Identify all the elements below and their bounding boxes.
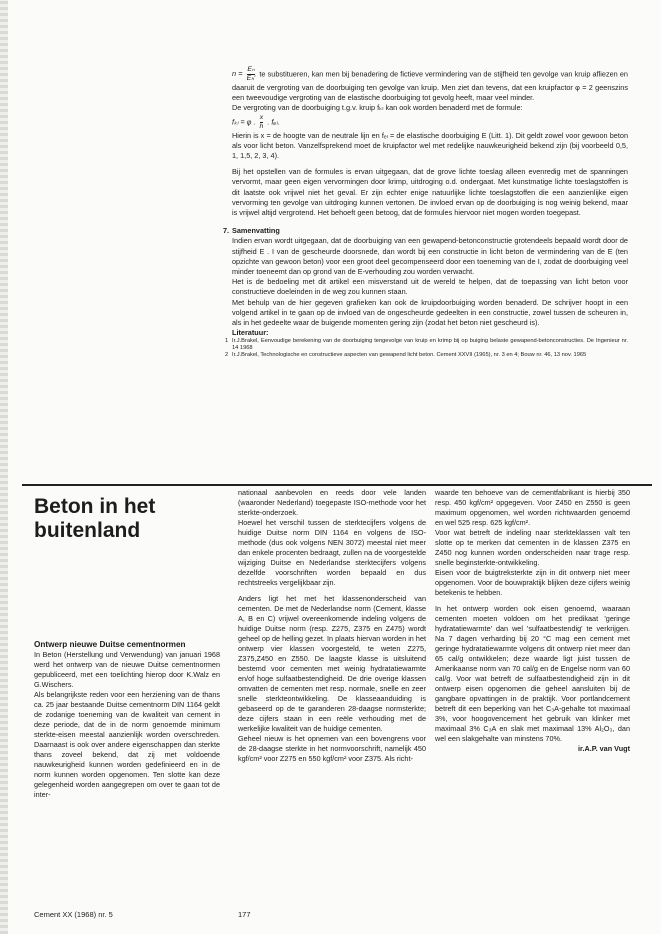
section-divider <box>22 484 652 486</box>
reference-text: Ir.J.Brakel, Technologische en constructieve aspecten van gewapend licht beton. Cement XXVII (1965), nr. 3 en 4; Bouw nr. 46, 13 nov. 1965 <box>232 352 587 359</box>
paragraph: Het is de bedoeling met dit artikel een misverstand uit de wereld te helpen, dat de toepassing van licht beton voor constructieve doeleinden in de weg zou kunnen staan. <box>232 277 628 297</box>
paragraph: waarde ten behoeve van de cementfabrikant is hierbij 350 resp. 450 kgf/cm² opgegeven. Voor Z450 en Z550 is geen maximum opgenomen, wel worden richtwaarden genoemd en wel 525 resp. 625 kgf/cm². Voor wat betreft de indeling naar sterkteklassen valt ten slotte op te merken dat cementen in de klassen Z375 en Z450 nog kunnen worden onderscheiden naar trage resp. snelle beginsterkte-ontwikkeling. Eisen voor de buigtreksterkte zijn in dit ontwerp niet meer opgenomen. Voor de bouwpraktijk blijken deze cijfers weinig betekenis te hebben. <box>435 488 630 597</box>
article-continuation <box>223 66 628 359</box>
paragraph: Met behulp van de hier gegeven grafieken kan ook de kruipdoorbuiging worden benaderd. De schrijver hoopt in een volgend artikel in te gaan op de invloed van de ongescheurde gedeelten in een constructie, zowel tussen de scheuren in, als in het gedeelte waar de buigende momenten gering zijn (zodat het beton niet gescheurd is). <box>232 297 628 328</box>
paragraph: In het ontwerp worden ook eisen genoemd, waaraan cementen moeten voldoen om het predikaat 'geringe hydratatiewarmte' dan wel 'sulfaatbestendig' te verkrijgen. Na 7 dagen verharding bij 20 °C mag een cement met geringe hydratatiewarmte volgens dit ontwerp niet meer dan 65 cal/g ontwikkelen; deze waarde ligt juist tussen de Amerikaanse norm van 70 cal/g en de Engelse norm van 60 cal/g. Voor wat betreft de sulfaatbestendigheid zijn in dit ontwerp eisen opgenomen die geheel aansluiten bij de gangbare opvattingen in de praktijk. Voor portlandcement betreft dit een beperking van het C₃A-gehalte tot maximaal 3%, voor hoogovencement het gebruik van klinker met maximaal 3% C₃A en slak met maximaal 13% Al₂O₃, dan wel een slakgehalte van minstens 70%. <box>435 604 630 743</box>
page-edge <box>0 0 8 934</box>
paragraph: Indien ervan wordt uitgegaan, dat de doorbuiging van een gewapend-betonconstructie grotendeels bepaald wordt door de stijfheid E . I van de gescheurde doorsnede, dan wordt bij een constructie in licht beton de vermindering van de E (ten opzichte van gewoon beton) voor een groot deel gecompenseerd door een toeneming van de I, zodat de doorbuiging veel minder toeneemt dan op grond van de E-verhouding zou worden verwacht. <box>232 236 628 277</box>
page-number: 177 <box>238 910 251 919</box>
references-heading: Literatuur: <box>232 328 269 338</box>
formula-fkl <box>232 114 628 131</box>
paragraph-text: te substitueren, kan men bij benadering de fictieve vermindering van de stijfheid ten gevolge van kruip afliezen en daaruit de vergroting van de doorbuiging ten gevolge van kruip. Men ziet dan tevens, dat een kruipfactor φ = 2 geenszins een tweevoudige vergroting van de elastische doorbuiging tot gevolg heeft, maar veel minder. <box>232 69 628 103</box>
section-number: 7. <box>223 226 230 236</box>
column-2 <box>238 488 426 764</box>
formula-text: fₖₗ = φ . <box>232 117 256 127</box>
section-heading <box>223 226 628 236</box>
paragraph: Anders ligt het met het klassenonderscheid van cementen. De met de Nederlandse norm (Cement, klasse A, B en C) vrijwel overeenkomende indeling volgens de huidige Duitse norm (resp. Z275, Z375 en Z475) wordt geheel op de helling gezet. In plaats hiervan worden in het ontwerp vier klassen voorgesteld, te weten Z275, Z375,Z450 en Z550. De laagste klasse is uitsluitend bestemd voor cementen met weinig hydratatiewarmte en/of hoge sulfaatbestendigheid. De drie overige klassen omvatten de cementen met resp. normale, snelle en zeer snelle sterkteontwikkeling. De klasseaanduiding is gebaseerd op de te garanderen 28-daagse normsterkte; deze cijfers staan in een reële verhouding met de werkelijke kwaliteit van de huidige cementen. Geheel nieuw is het opnemen van een bovengrens voor de 28-daagse sterkte in het normvoorschrift, namelijk 450 kgf/cm² voor Z275 en 550 kgf/cm² voor Z375. Als richt- <box>238 594 426 763</box>
formula-n <box>232 66 259 82</box>
paragraph: De vergroting van de doorbuiging t.g.v. kruip fₖₗ kan ook worden benaderd met de formule: <box>232 103 523 113</box>
fraction-numerator: x <box>259 113 264 121</box>
reference-item <box>225 352 628 359</box>
paragraph: Bij het opstellen van de formules is ervan uitgegaan, dat de grove lichte toeslag alleen evenredig met de spanningen vervormt, maar geen eigen vervormingen door krimp, uitdroging o.d. ondergaat. Met kunstmatige lichte toeslagstoffen is dit laatste ook vrijwel niet het geval. Er zijn echter enige natuurlijke lichte toeslagstoffen die een aanzienlijke eigen vervorming ten gevolge van uitdroging kunnen vertonen. De invloed ervan op de doorbuiging is nog weinig bekend, maar is vrijwel altijd vergrotend. Het behoeft geen betoog, dat de formules hiervoor niet mogen worden toegepast. <box>232 167 628 218</box>
author-name: ir.A.P. van Vugt <box>578 744 630 753</box>
paragraph: Hierin is x = de hoogte van de neutrale lijn en fₑₗ = de elastische doorbuiging E (Litt. 1). Dit geldt zowel voor gewoon beton als voor licht beton. Vanzelfsprekend moet de kruipfactor wel met redelijke nauwkeurigheid bekend zijn (bij voorbeeld 0,5, 1, 1,5, 2, 3, 4). <box>232 130 628 161</box>
formula-text: . fₑₗ. <box>267 117 280 127</box>
reference-item <box>225 338 628 352</box>
paragraph: nationaal aanbevolen en reeds door vele landen (waaronder Nederland) toegepaste ISO-methode voor het sterkte-onderzoek. Hoewel het verschil tussen de sterktecijfers volgens de huidige Duitse norm DIN 1164 en volgens de ISO-methode (dus ook volgens NEN 3072) meestal niet meer dan enkele procenten bedraagt, zullen na de voorgestelde wijziging Duitse en Nederlandse sterktecijfers volgens dezelfde voorschriften worden bepaald en dus rechtstreeks vergelijkbaar zijn. <box>238 488 426 587</box>
paragraph <box>232 66 628 103</box>
reference-number: 2 <box>225 352 229 359</box>
section-title: Samenvatting <box>232 226 280 236</box>
journal-footer: Cement XX (1968) nr. 5 <box>34 910 113 919</box>
fraction <box>260 114 264 131</box>
formula-text: n = <box>232 69 243 79</box>
fraction-numerator: Eₙ <box>247 66 255 73</box>
reference-number: 1 <box>225 338 229 345</box>
article-subheading: Ontwerp nieuwe Duitse cementnormen <box>34 640 186 649</box>
paragraph: In Beton (Herstellung und Verwendung) van januari 1968 werd het ontwerp van de nieuwe Duitse cementnormen gepubliceerd, met een toelichting hierop door K.Walz en G.Wischers. Als belangrijkste reden voor een herziening van de thans ca. 25 jaar bestaande Duitse cementnorm DIN 1164 geldt de zodanige toeneming van de kwaliteit van cement in deze periode, dat de in de norm genoemde minimum sterkte-eisen meestal aanzienlijk worden overschreden. Daarnaast is ook over andere eigenschappen dan sterkte thans zoveel bekend, dat zij met voldoende nauwkeurigheid kunnen worden gedefinieerd en in de norm kunnen worden opgenomen. Ten slotte kan deze gelegenheid worden aangegrepen om over te gaan tot de inter- <box>34 650 220 799</box>
column-1 <box>34 640 220 800</box>
column-3 <box>435 488 630 754</box>
fraction-denominator: Eₕ′ <box>246 75 256 82</box>
fraction <box>247 66 256 83</box>
article-headline: Beton in het buitenland <box>34 495 156 542</box>
fraction-denominator: h <box>259 122 264 130</box>
reference-text: Ir.J.Brakel, Eenvoudige berekening van de doorbuiging tengevolge van kruip en krimp bij op buiging belaste gewapend-betonconstructies. De Ingenieur nr. 14 1968 <box>232 338 628 352</box>
